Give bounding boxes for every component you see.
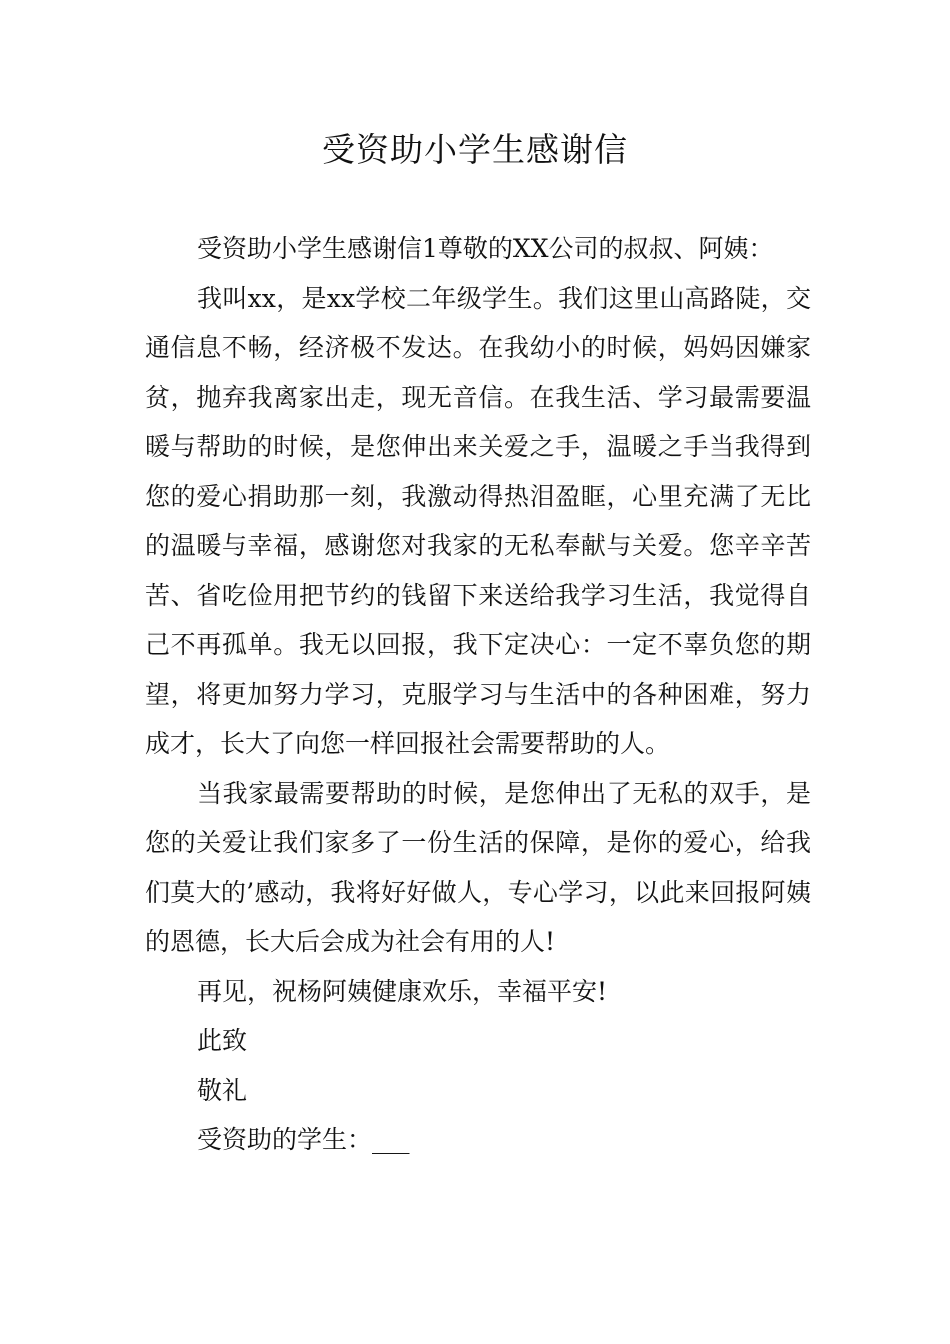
paragraph-gratitude: 当我家最需要帮助的时候，是您伸出了无私的双手，是您的关爱让我们家多了一份生活的保障，是你的爱心，给我们莫大的’感动，我将好好做人，专心学习，以此来回报阿姨的恩德，长大后会成为社会有用的人! [145,778,811,956]
paragraph-main: 我叫xx，是xx学校二年级学生。我们这里山高路陡，交通信息不畅，经济极不发达。在我幼小的时候，妈妈因嫌家贫，抛弃我离家出走，现无音信。在我生活、学习最需要温暖与帮助的时候，是您伸出来关爱之手，温暖之手当我得到您的爱心捐助那一刻，我激动得热泪盈眶，心里充满了无比的温暖与幸福，感谢您对我家的无私奉献与关爱。您辛辛苦苦、省吃俭用把节约的钱留下来送给我学习生活，我觉得自己不再孤单。我无以回报，我下定决心：一定不辜负您的期望，将更加努力学习，克服学习与生活中的各种困难，努力成才，长大了向您一样回报社会需要帮助的人。 [145,283,811,758]
signature-line: 受资助的学生：___ [197,1125,410,1154]
page-title: 受资助小学生感谢信 [322,130,628,169]
paragraph-farewell: 再见，祝杨阿姨健康欢乐，幸福平安! [197,976,608,1006]
paragraph-greeting: 受资助小学生感谢信1尊敬的XX公司的叔叔、阿姨： [197,234,774,263]
closing-salutation: 此致 [197,1026,248,1055]
closing-regards: 敬礼 [197,1075,248,1105]
letter-body [145,224,811,1165]
